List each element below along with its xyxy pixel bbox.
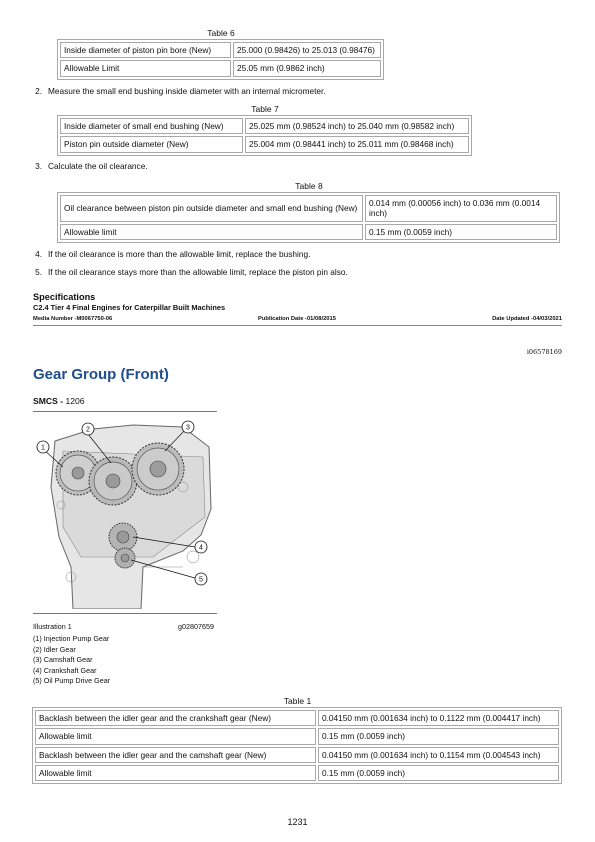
table-cell: 0.04150 mm (0.001634 inch) to 0.1122 mm (0.004417 inch) bbox=[318, 710, 559, 726]
publication-date: Publication Date -01/08/2015 bbox=[258, 316, 336, 322]
table-row bbox=[60, 224, 557, 240]
table-row bbox=[35, 747, 559, 763]
table-row bbox=[60, 118, 469, 134]
document-id: i06578169 bbox=[526, 348, 562, 356]
gear-illustration bbox=[33, 417, 217, 609]
legend-item: (1) Injection Pump Gear bbox=[33, 634, 110, 643]
table7-caption: Table 7 bbox=[251, 104, 279, 114]
table-cell: Backlash between the idler gear and the crankshaft gear (New) bbox=[35, 710, 316, 726]
illustration-label: Illustration 1 bbox=[33, 622, 72, 631]
table6 bbox=[57, 39, 384, 80]
table-cell: Piston pin outside diameter (New) bbox=[60, 136, 243, 152]
table-cell: 0.014 mm (0.00056 inch) to 0.036 mm (0.0014 inch) bbox=[365, 195, 557, 222]
step-5 bbox=[28, 267, 568, 279]
step-4 bbox=[28, 249, 568, 261]
table-cell: Inside diameter of piston pin bore (New) bbox=[60, 42, 231, 58]
legend-item: (2) Idler Gear bbox=[33, 644, 76, 654]
smcs-label: SMCS - bbox=[33, 396, 64, 406]
step-number: 5. bbox=[35, 267, 42, 277]
table-row bbox=[35, 710, 559, 726]
callout-1: 1 bbox=[41, 444, 45, 452]
table-cell: 0.04150 mm (0.001634 inch) to 0.1154 mm (0.004543 inch) bbox=[318, 747, 559, 763]
table-row bbox=[60, 195, 557, 222]
table-cell: Allowable Limit bbox=[60, 60, 231, 76]
step-number: 4. bbox=[35, 249, 42, 259]
table-cell: 0.15 mm (0.0059 inch) bbox=[365, 224, 557, 240]
table-cell: 0.15 mm (0.0059 inch) bbox=[318, 728, 559, 744]
table1 bbox=[32, 707, 562, 784]
callout-3: 3 bbox=[186, 424, 190, 432]
legend-list bbox=[33, 634, 233, 687]
step-text: Calculate the oil clearance. bbox=[48, 161, 148, 171]
table1-caption: Table 1 bbox=[283, 696, 312, 706]
media-number: Media Number -M0067750-06 bbox=[33, 316, 113, 322]
callout-4: 4 bbox=[199, 544, 203, 552]
step-number: 3. bbox=[35, 161, 42, 171]
table-cell: 0.15 mm (0.0059 inch) bbox=[318, 765, 559, 781]
page-title: Gear Group (Front) bbox=[33, 366, 169, 383]
step-number: 2. bbox=[35, 86, 42, 96]
legend-item: (3) Camshaft Gear bbox=[33, 655, 93, 665]
table-cell: 25.05 mm (0.9862 inch) bbox=[233, 60, 381, 76]
header-divider bbox=[33, 325, 562, 326]
table-cell: Allowable limit bbox=[60, 224, 363, 240]
table-cell: 25.004 mm (0.98441 inch) to 25.011 mm (0.98468 inch) bbox=[245, 136, 469, 152]
table-row bbox=[35, 765, 559, 781]
page-number: 1231 bbox=[287, 817, 308, 827]
table-cell: Backlash between the idler gear and the camshaft gear (New) bbox=[35, 747, 316, 763]
table6-caption: Table 6 bbox=[207, 28, 235, 38]
date-updated: Date Updated -04/03/2021 bbox=[492, 316, 562, 322]
table-row bbox=[35, 728, 559, 744]
step-text: If the oil clearance stays more than the allowable limit, replace the piston pin also. bbox=[48, 267, 348, 277]
legend-item: (4) Crankshaft Gear bbox=[33, 665, 97, 675]
table-cell: Allowable limit bbox=[35, 765, 316, 781]
table-cell: 25.000 (0.98426) to 25.013 (0.98476) bbox=[233, 42, 381, 58]
table8-caption: Table 8 bbox=[295, 181, 323, 191]
table-row bbox=[60, 60, 381, 76]
smcs-code: 1206 bbox=[65, 396, 85, 406]
table-cell: Inside diameter of small end bushing (New) bbox=[60, 118, 243, 134]
table-row bbox=[60, 136, 469, 152]
table-cell: Oil clearance between piston pin outside diameter and small end bushing (New) bbox=[60, 195, 363, 222]
section-subtitle: C2.4 Tier 4 Final Engines for Caterpillar Built Machines bbox=[33, 303, 226, 312]
step-text: If the oil clearance is more than the allowable limit, replace the bushing. bbox=[48, 249, 311, 259]
gear-group-drawing bbox=[33, 417, 217, 609]
table8 bbox=[57, 192, 560, 243]
illustration-code: g02807659 bbox=[178, 622, 214, 631]
step-3 bbox=[28, 161, 568, 173]
table-cell: Allowable limit bbox=[35, 728, 316, 744]
step-2 bbox=[28, 86, 568, 98]
table7 bbox=[57, 115, 472, 156]
table-row bbox=[60, 42, 381, 58]
section-title: Specifications bbox=[33, 292, 96, 302]
divider bbox=[33, 613, 217, 614]
divider bbox=[33, 411, 217, 412]
legend-item: (5) Oil Pump Drive Gear bbox=[33, 676, 111, 686]
table-cell: 25.025 mm (0.98524 inch) to 25.040 mm (0.98582 inch) bbox=[245, 118, 469, 134]
step-text: Measure the small end bushing inside diameter with an internal micrometer. bbox=[48, 86, 326, 96]
smcs-line bbox=[33, 396, 85, 406]
callout-5: 5 bbox=[199, 576, 203, 584]
callout-2: 2 bbox=[86, 426, 90, 434]
